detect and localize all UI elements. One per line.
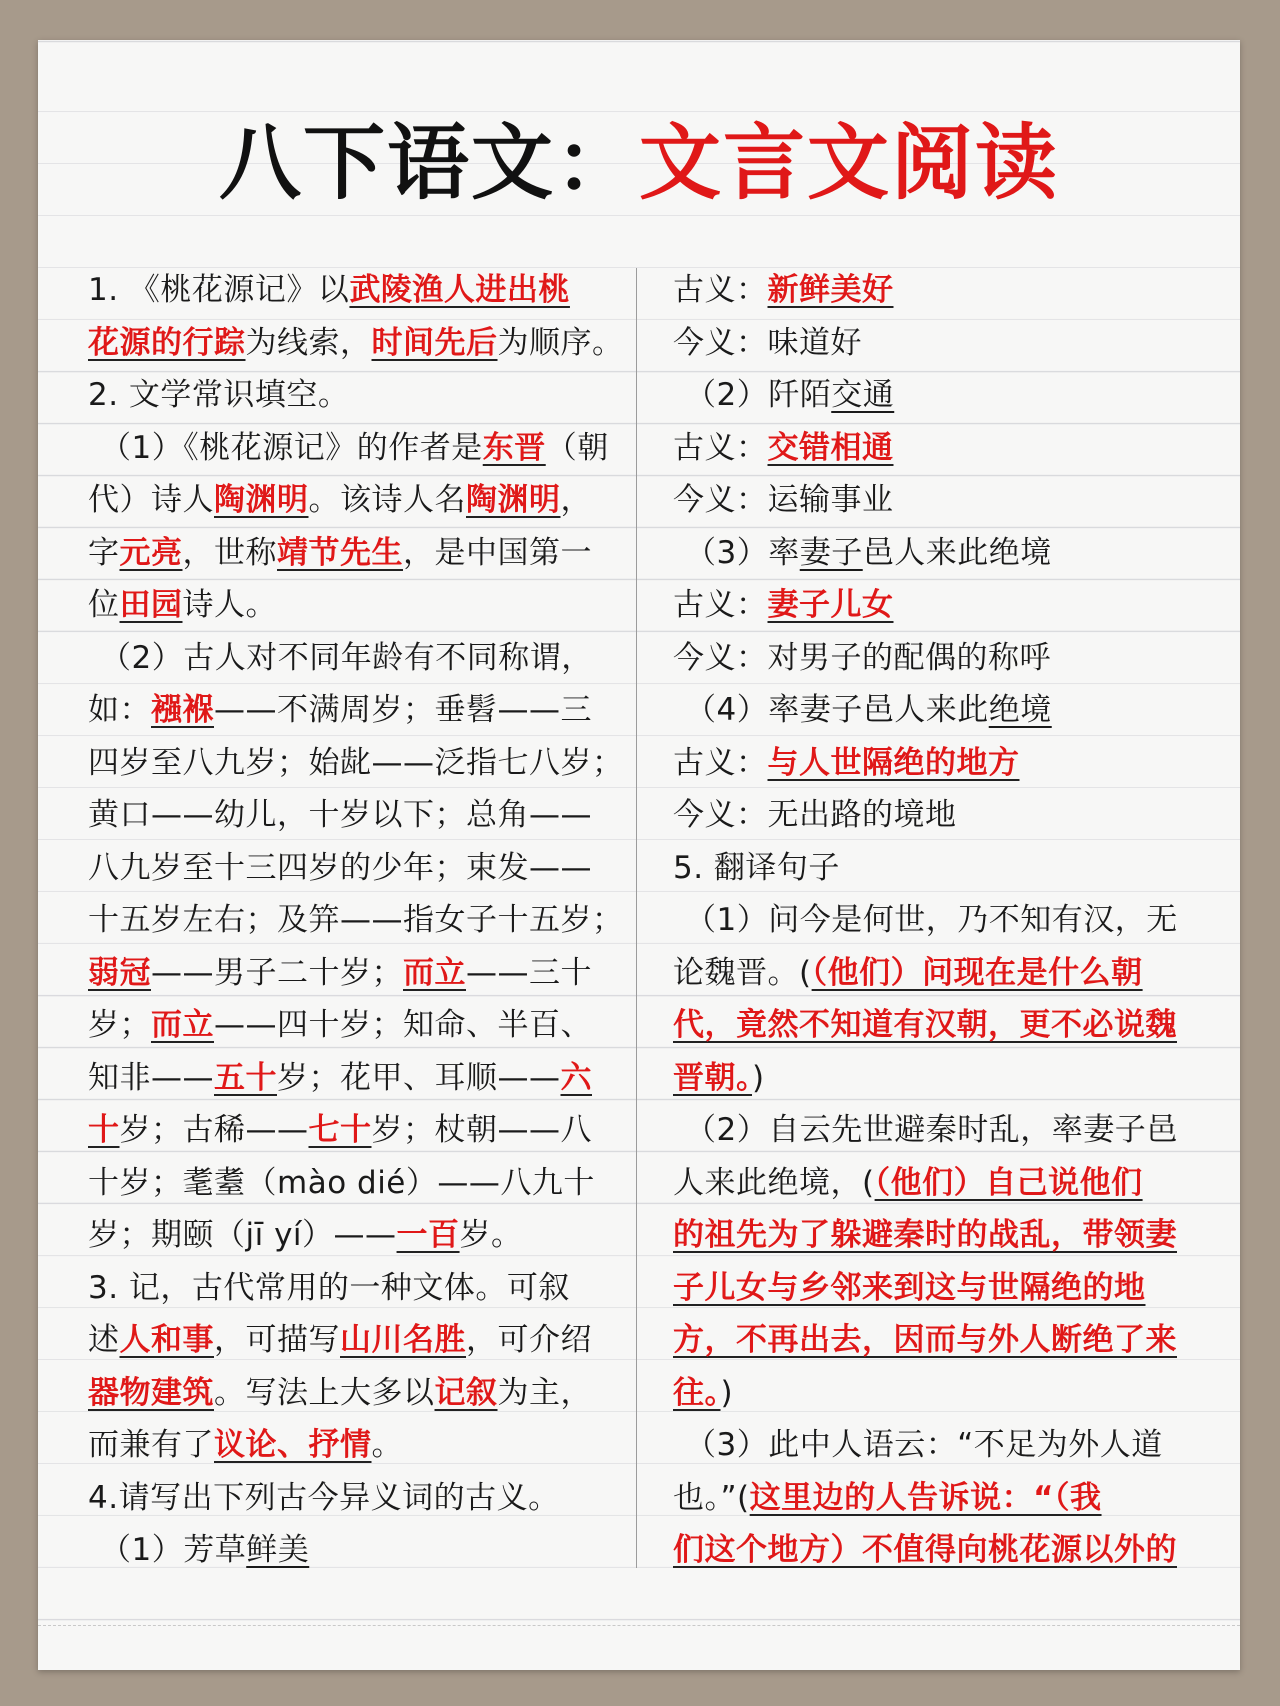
body-text: 今义：无出路的境地 [673, 797, 957, 833]
body-text: 邑人来此绝境 [862, 534, 1052, 571]
text-line [88, 1367, 668, 1420]
text-line [673, 317, 1238, 370]
answer-text: 新鲜美好 [767, 272, 894, 308]
body-text: 论魏晋。( [673, 954, 812, 991]
text-line [673, 1104, 1238, 1157]
body-text: 1. 《桃花源记》以 [88, 272, 350, 308]
answer-text: 东晋 [482, 429, 546, 466]
body-text: ——不满周岁；垂髫——三 [214, 692, 592, 728]
answer-text: 七十 [308, 1112, 372, 1148]
body-text: （3）此中人语云：“不足为外人道 [685, 1427, 1163, 1463]
answer-text: 交错相通 [767, 429, 894, 466]
body-text: 十岁；耄耋（mào dié）——八九十 [88, 1164, 595, 1201]
body-text: 。 [371, 1427, 403, 1463]
answer-text: 记叙 [434, 1374, 498, 1411]
body-text: 四岁至八九岁；始龀——泛指七八岁； [88, 744, 624, 781]
body-text: ，是中国第一 [403, 534, 592, 571]
body-text: 3. 记，古代常用的一种文体。可叙 [88, 1269, 570, 1306]
body-text: 古义： [673, 272, 768, 308]
text-line [673, 684, 1238, 737]
body-text: 岁；期颐（jī yí）—— [88, 1217, 397, 1253]
body-text: （2）阡陌 [685, 377, 832, 413]
answer-text: 与人世隔绝的地方 [767, 744, 1020, 781]
text-line [673, 737, 1238, 790]
text-line [673, 789, 1238, 842]
body-text: 代）诗人 [88, 482, 214, 518]
key-word: 绝境 [988, 692, 1052, 728]
body-text: 为顺序。 [497, 324, 624, 361]
body-text: 今义：对男子的配偶的称呼 [673, 639, 1051, 676]
body-text: 而兼有了 [88, 1427, 214, 1463]
answer-text: 襁褓 [151, 692, 214, 728]
body-text: 字 [88, 534, 120, 571]
body-text: 述 [88, 1322, 120, 1358]
answer-text: 而立 [403, 954, 466, 991]
body-text: ，可介绍 [466, 1322, 592, 1358]
body-text: 岁；杖朝——八 [371, 1112, 592, 1148]
text-line [88, 422, 668, 475]
answer-text: 时间先后 [371, 324, 498, 361]
body-text: 。写法上大多以 [214, 1374, 435, 1411]
text-line [88, 842, 668, 895]
left-column [88, 264, 668, 1577]
text-line [88, 947, 668, 1000]
body-text: 黄口——幼儿，十岁以下；总角—— [88, 797, 592, 833]
text-line [88, 369, 668, 422]
text-line [673, 842, 1238, 895]
text-line [88, 632, 668, 685]
text-line [88, 684, 668, 737]
body-text: （3）率 [685, 534, 800, 571]
body-text: ——三十 [466, 954, 592, 991]
text-line [673, 1262, 1238, 1315]
answer-text: 器物建筑 [88, 1374, 214, 1411]
body-text: 为主， [497, 1374, 592, 1411]
body-text: 古义： [673, 587, 768, 623]
text-line [673, 947, 1238, 1000]
text-line [88, 579, 668, 632]
text-line [88, 474, 668, 527]
answer-text: （他们）自己说他们 [874, 1164, 1143, 1201]
answer-text: 花源的行踪 [88, 324, 246, 361]
text-line [673, 1472, 1238, 1525]
text-line [88, 1104, 668, 1157]
body-text: （1）问今是何世，乃不知有汉，无 [685, 902, 1178, 938]
text-line [88, 1209, 668, 1262]
body-text: 岁；花甲、耳顺—— [277, 1059, 561, 1096]
body-text: 。该诗人名 [308, 482, 466, 518]
answer-text: 的祖先为了躲避秦时的战乱，带领妻 [673, 1217, 1177, 1253]
text-line [673, 632, 1238, 685]
text-line [88, 527, 668, 580]
text-line [88, 1314, 668, 1367]
body-text: 5. 翻译句子 [673, 849, 840, 886]
answer-text: 晋朝。 [673, 1059, 752, 1096]
body-text: ，可描写 [214, 1322, 340, 1358]
body-text: （1）芳草 [100, 1532, 247, 1568]
text-line [88, 317, 668, 370]
answer-text: 议论、抒情 [214, 1427, 372, 1463]
body-text: ， [560, 482, 592, 518]
body-text: 为线索， [245, 324, 372, 361]
bottom-rule [38, 1625, 1240, 1627]
text-line [673, 264, 1238, 317]
column-divider [636, 268, 637, 1568]
text-line [88, 1262, 668, 1315]
answer-text: 这里边的人告诉说：“（我 [749, 1479, 1102, 1516]
body-text: （2）自云先世避秦时乱，率妻子邑 [685, 1112, 1178, 1148]
body-text: 知非—— [88, 1059, 214, 1096]
body-text: 如： [88, 692, 151, 728]
answer-text: 们这个地方）不值得向桃花源以外的 [673, 1532, 1177, 1568]
key-word: 交通 [831, 377, 895, 413]
body-text: 人来此绝境，( [673, 1164, 875, 1201]
answer-text: 田园 [119, 587, 183, 623]
body-text: 岁。 [459, 1217, 523, 1253]
text-line [673, 1314, 1238, 1367]
answer-text: 弱冠 [88, 954, 151, 991]
body-text: 古义： [673, 429, 768, 466]
text-line [88, 1419, 668, 1472]
text-line [673, 1209, 1238, 1262]
answer-text: 五十 [214, 1059, 277, 1096]
body-text: 诗人。 [182, 587, 277, 623]
text-line [673, 369, 1238, 422]
text-line [673, 999, 1238, 1052]
text-line [673, 474, 1238, 527]
text-line [673, 1367, 1238, 1420]
title-topic: 文言文阅读 [639, 115, 1060, 211]
text-line [88, 1052, 668, 1105]
body-text: ——男子二十岁； [151, 954, 403, 991]
text-line [88, 999, 668, 1052]
text-line [673, 1524, 1238, 1577]
answer-text: 靖节先生 [277, 534, 403, 571]
text-line [673, 579, 1238, 632]
text-line [673, 1419, 1238, 1472]
answer-text: 子儿女与乡邻来到这与世隔绝的地 [673, 1269, 1146, 1306]
body-text: 4.请写出下列古今异义词的古义。 [88, 1479, 560, 1516]
body-text: （朝 [545, 429, 609, 466]
answer-text: 往。 [673, 1374, 721, 1411]
text-line [88, 737, 668, 790]
answer-text: 人和事 [119, 1322, 214, 1358]
body-text: 岁； [88, 1007, 151, 1043]
body-text: （4）率妻子邑人来此 [685, 692, 989, 728]
body-text: 今义：味道好 [673, 324, 862, 361]
answer-text: 六 [560, 1059, 592, 1096]
body-text: 也。”( [673, 1479, 750, 1516]
text-line [88, 789, 668, 842]
text-line [88, 1472, 668, 1525]
answer-text: 十 [88, 1112, 120, 1148]
answer-text: 元亮 [119, 534, 183, 571]
answer-text: 陶渊明 [214, 482, 309, 518]
answer-text: 方，不再出去，因而与外人断绝了来 [673, 1322, 1177, 1358]
answer-text: 妻子儿女 [767, 587, 894, 623]
body-text: ) [720, 1374, 734, 1411]
body-text: ——四十岁；知命、半百、 [214, 1007, 592, 1043]
body-text: 2. 文学常识填空。 [88, 377, 350, 413]
answer-text: 一百 [396, 1217, 460, 1253]
answer-text: 代，竟然不知道有汉朝，更不必说魏 [673, 1007, 1177, 1043]
answer-text: 陶渊明 [466, 482, 561, 518]
key-word: 鲜美 [246, 1532, 310, 1568]
body-text: ) [752, 1059, 765, 1096]
answer-text: 而立 [151, 1007, 214, 1043]
text-line [673, 422, 1238, 475]
body-text: （1）《桃花源记》的作者是 [100, 429, 483, 466]
key-word: 妻子 [799, 534, 863, 571]
body-text: 古义： [673, 744, 768, 781]
answer-text: 武陵渔人进出桃 [349, 272, 570, 308]
text-line [88, 894, 668, 947]
answer-text: （他们）问现在是什么朝 [811, 954, 1143, 991]
text-line [88, 264, 668, 317]
notes-paper [38, 40, 1240, 1670]
title-subject: 八下语文： [218, 115, 639, 211]
text-line [88, 1157, 668, 1210]
text-line [673, 894, 1238, 947]
body-text: 今义：运输事业 [673, 482, 894, 518]
right-column [673, 264, 1238, 1577]
page-title [38, 115, 1240, 211]
body-text: ，世称 [182, 534, 277, 571]
text-line [673, 527, 1238, 580]
body-text: 岁；古稀—— [119, 1112, 309, 1148]
body-text: （2）古人对不同年龄有不同称谓， [100, 639, 593, 676]
body-text: 十五岁左右；及笄——指女子十五岁； [88, 902, 624, 938]
body-text: 八九岁至十三四岁的少年；束发—— [88, 849, 592, 886]
answer-text: 山川名胜 [340, 1322, 466, 1358]
text-line [673, 1052, 1238, 1105]
text-line [673, 1157, 1238, 1210]
body-text: 位 [88, 587, 120, 623]
text-line [88, 1524, 668, 1577]
